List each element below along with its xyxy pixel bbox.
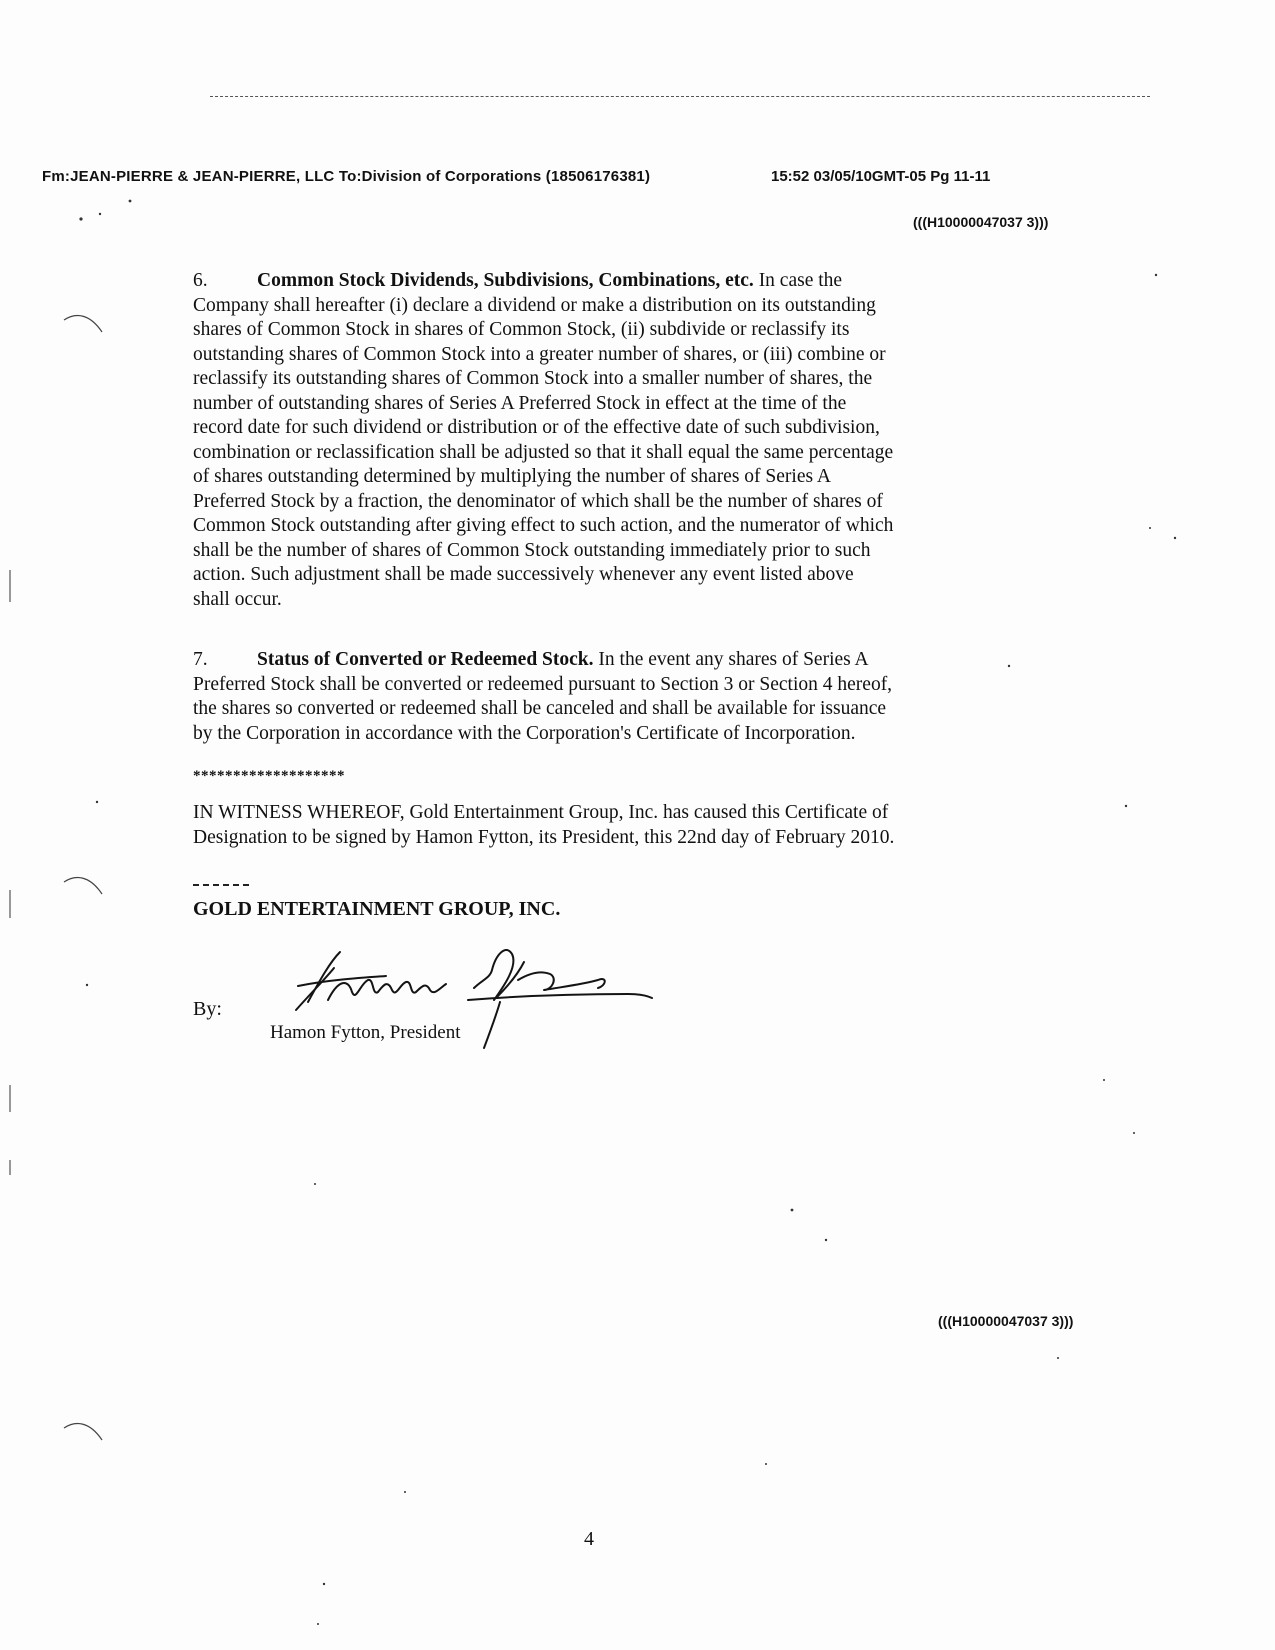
section-6-number: 6. (193, 270, 208, 291)
section-6-line: combination or reclassification shall be adjusted so that it shall equal the same percentage (193, 441, 894, 463)
section-6-line: Common Stock outstanding after giving effect to such action, and the numerator of which (193, 515, 894, 536)
section-6-paragraph (193, 269, 993, 612)
company-name: GOLD ENTERTAINMENT GROUP, INC. (193, 898, 561, 920)
fax-timestamp: 15:52 03/05/10GMT-05 Pg 11-11 (771, 168, 991, 185)
section-6-line: shall be the number of shares of Common Stock outstanding immediately prior to such (193, 539, 871, 561)
section-7-number: 7. (193, 649, 208, 670)
section-6-line: reclassify its outstanding shares of Common Stock into a smaller number of shares, the (193, 368, 873, 389)
document-id-top: (((H10000047037 3))) (913, 214, 1049, 230)
signer-name-title: Hamon Fytton, President (270, 1022, 461, 1043)
asterisk-separator: ******************* (193, 768, 345, 784)
section-7-line: the shares so converted or redeemed shall be canceled and shall be available for issuance (193, 698, 887, 719)
section-6-line: Preferred Stock by a fraction, the denominator of which shall be the number of shares of (193, 490, 883, 512)
section-6-line: In case the (753, 270, 843, 291)
page-number: 4 (584, 1528, 594, 1550)
fax-top-rule (210, 96, 1150, 97)
section-6-line: record date for such dividend or distribution or of the effective date of such subdivision, (193, 417, 880, 438)
section-6-line (193, 269, 993, 294)
section-6-title: Common Stock Dividends, Subdivisions, Combinations, etc. (257, 270, 754, 291)
witness-line: IN WITNESS WHEREOF, Gold Entertainment Group, Inc. has caused this Certificate of (193, 802, 889, 823)
section-6-line: shares of Common Stock in shares of Common Stock, (ii) subdivide or reclassify its (193, 319, 850, 340)
section-7-paragraph (193, 648, 993, 746)
section-6-line: outstanding shares of Common Stock into a greater number of shares, or (iii) combine or (193, 343, 886, 365)
section-6-line: action. Such adjustment shall be made successively whenever any event listed above (193, 564, 854, 585)
section-6-line: of shares outstanding determined by multiplying the number of shares of Series A (193, 466, 831, 487)
section-7-line: by the Corporation in accordance with the Corporation's Certificate of Incorporation. (193, 722, 856, 744)
section-7-line (193, 648, 993, 673)
witness-clause (193, 800, 1013, 850)
fax-routing-header: Fm:JEAN-PIERRE & JEAN-PIERRE, LLC To:Division of Corporations (18506176381) (42, 168, 651, 185)
document-id-bottom: (((H10000047037 3))) (938, 1313, 1074, 1329)
section-6-line: shall occur. (193, 588, 282, 610)
by-label: By: (193, 998, 222, 1020)
signature-block-rule (193, 884, 249, 886)
section-7-line: Preferred Stock shall be converted or redeemed pursuant to Section 3 or Section 4 hereof, (193, 673, 893, 695)
section-6-line: Company shall hereafter (i) declare a dividend or make a distribution on its outstanding (193, 294, 876, 316)
section-6-line: number of outstanding shares of Series A Preferred Stock in effect at the time of the (193, 392, 847, 414)
section-7-title: Status of Converted or Redeemed Stock. (257, 649, 594, 670)
witness-line: Designation to be signed by Hamon Fytton, its President, this 22nd day of February 2010. (193, 827, 895, 848)
section-7-line: In the event any shares of Series A (593, 649, 869, 670)
